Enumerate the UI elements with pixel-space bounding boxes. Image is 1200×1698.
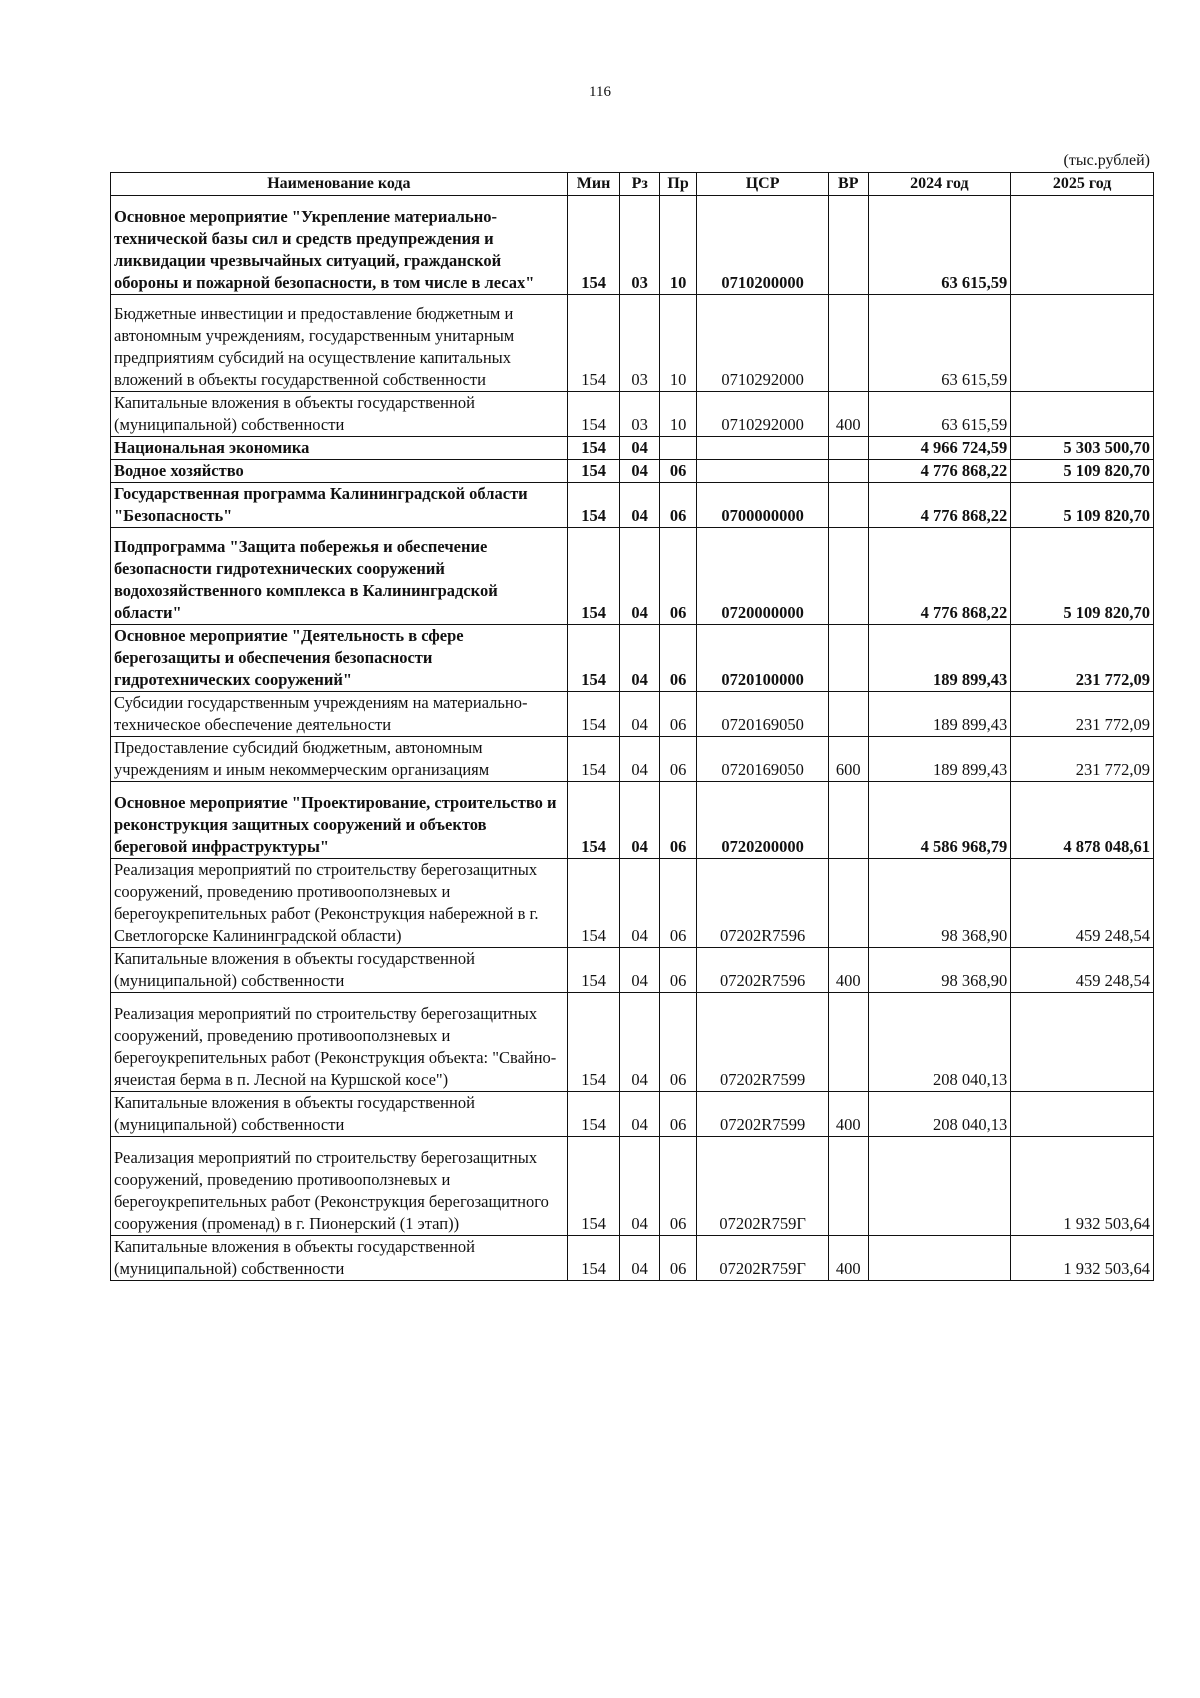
cell-min: 154 bbox=[567, 295, 620, 392]
cell-name: Капитальные вложения в объекты государственной (муниципальной) собственности bbox=[111, 392, 568, 437]
cell-rz: 04 bbox=[620, 625, 660, 692]
cell-min: 154 bbox=[567, 528, 620, 625]
cell-min: 154 bbox=[567, 392, 620, 437]
cell-y2025: 231 772,09 bbox=[1011, 625, 1154, 692]
cell-min: 154 bbox=[567, 782, 620, 859]
cell-vr: 400 bbox=[828, 392, 868, 437]
cell-pr: 06 bbox=[659, 1092, 696, 1137]
cell-name: Национальная экономика bbox=[111, 437, 568, 460]
table-body bbox=[111, 196, 1154, 1281]
cell-vr bbox=[828, 460, 868, 483]
cell-csr: 07202R759Г bbox=[697, 1137, 829, 1236]
cell-name: Реализация мероприятий по строительству берегозащитных сооружений, проведению противооползневых и берегоукрепительных работ (Реконструкция набережной в г. Светлогорске Калининградской области) bbox=[111, 859, 568, 948]
table-row bbox=[111, 295, 1154, 392]
cell-csr: 07202R7596 bbox=[697, 948, 829, 993]
cell-y2025: 231 772,09 bbox=[1011, 737, 1154, 782]
cell-y2025: 459 248,54 bbox=[1011, 948, 1154, 993]
table-row bbox=[111, 1137, 1154, 1236]
cell-pr: 06 bbox=[659, 460, 696, 483]
cell-csr: 0720169050 bbox=[697, 692, 829, 737]
table-row bbox=[111, 993, 1154, 1092]
cell-min: 154 bbox=[567, 737, 620, 782]
cell-pr: 06 bbox=[659, 1236, 696, 1281]
cell-min: 154 bbox=[567, 692, 620, 737]
cell-pr: 06 bbox=[659, 948, 696, 993]
cell-pr: 06 bbox=[659, 782, 696, 859]
units-label: (тыс.рублей) bbox=[1063, 152, 1150, 169]
cell-vr bbox=[828, 295, 868, 392]
cell-pr: 06 bbox=[659, 528, 696, 625]
cell-name: Реализация мероприятий по строительству берегозащитных сооружений, проведению противооползневых и берегоукрепительных работ (Реконструкция берегозащитного сооружения (променад) в г. Пионерский (1 этап)) bbox=[111, 1137, 568, 1236]
header-pr: Пр bbox=[659, 173, 696, 196]
cell-y2024: 189 899,43 bbox=[868, 692, 1011, 737]
cell-vr bbox=[828, 528, 868, 625]
cell-vr: 600 bbox=[828, 737, 868, 782]
cell-y2025: 5 303 500,70 bbox=[1011, 437, 1154, 460]
cell-name: Основное мероприятие "Укрепление материально-технической базы сил и средств предупреждения и ликвидации чрезвычайных ситуаций, гражданской обороны и пожарной безопасности, в том числе в лесах" bbox=[111, 196, 568, 295]
page-number: 116 bbox=[589, 84, 611, 100]
cell-pr: 06 bbox=[659, 993, 696, 1092]
cell-csr bbox=[697, 437, 829, 460]
cell-min: 154 bbox=[567, 625, 620, 692]
cell-pr: 06 bbox=[659, 1137, 696, 1236]
cell-rz: 04 bbox=[620, 1236, 660, 1281]
cell-y2024: 189 899,43 bbox=[868, 737, 1011, 782]
cell-min: 154 bbox=[567, 948, 620, 993]
cell-y2024: 4 966 724,59 bbox=[868, 437, 1011, 460]
cell-y2024: 4 776 868,22 bbox=[868, 483, 1011, 528]
cell-rz: 04 bbox=[620, 437, 660, 460]
header-2025: 2025 год bbox=[1011, 173, 1154, 196]
cell-y2025: 1 932 503,64 bbox=[1011, 1137, 1154, 1236]
cell-y2025: 5 109 820,70 bbox=[1011, 528, 1154, 625]
cell-pr: 06 bbox=[659, 625, 696, 692]
cell-y2024 bbox=[868, 1236, 1011, 1281]
table-row bbox=[111, 948, 1154, 993]
cell-rz: 04 bbox=[620, 483, 660, 528]
cell-vr: 400 bbox=[828, 1092, 868, 1137]
table-row bbox=[111, 392, 1154, 437]
cell-y2024: 4 586 968,79 bbox=[868, 782, 1011, 859]
cell-y2025: 459 248,54 bbox=[1011, 859, 1154, 948]
cell-name: Основное мероприятие "Деятельность в сфере берегозащиты и обеспечения безопасности гидротехнических сооружений" bbox=[111, 625, 568, 692]
cell-y2025: 5 109 820,70 bbox=[1011, 483, 1154, 528]
cell-rz: 04 bbox=[620, 948, 660, 993]
table-header-row bbox=[111, 173, 1154, 196]
cell-rz: 04 bbox=[620, 737, 660, 782]
table-row bbox=[111, 196, 1154, 295]
cell-csr: 07202R7599 bbox=[697, 1092, 829, 1137]
cell-pr bbox=[659, 437, 696, 460]
cell-y2025 bbox=[1011, 295, 1154, 392]
cell-csr: 0700000000 bbox=[697, 483, 829, 528]
header-min: Мин bbox=[567, 173, 620, 196]
budget-table bbox=[110, 172, 1154, 1281]
cell-y2024: 98 368,90 bbox=[868, 859, 1011, 948]
cell-y2024: 63 615,59 bbox=[868, 392, 1011, 437]
cell-csr: 0710292000 bbox=[697, 295, 829, 392]
cell-vr bbox=[828, 437, 868, 460]
cell-y2025: 231 772,09 bbox=[1011, 692, 1154, 737]
cell-rz: 03 bbox=[620, 295, 660, 392]
header-name: Наименование кода bbox=[111, 173, 568, 196]
cell-csr: 0720169050 bbox=[697, 737, 829, 782]
cell-csr: 07202R759Г bbox=[697, 1236, 829, 1281]
table-row bbox=[111, 737, 1154, 782]
cell-csr: 07202R7599 bbox=[697, 993, 829, 1092]
cell-csr: 0710292000 bbox=[697, 392, 829, 437]
cell-name: Основное мероприятие "Проектирование, строительство и реконструкция защитных сооружений и объектов береговой инфраструктуры" bbox=[111, 782, 568, 859]
header-vr: ВР bbox=[828, 173, 868, 196]
cell-y2024: 63 615,59 bbox=[868, 295, 1011, 392]
table-row bbox=[111, 437, 1154, 460]
cell-vr: 400 bbox=[828, 948, 868, 993]
table-row bbox=[111, 1236, 1154, 1281]
cell-rz: 04 bbox=[620, 692, 660, 737]
cell-vr bbox=[828, 1137, 868, 1236]
table-row bbox=[111, 483, 1154, 528]
cell-name: Субсидии государственным учреждениям на материально-техническое обеспечение деятельности bbox=[111, 692, 568, 737]
cell-vr bbox=[828, 993, 868, 1092]
cell-y2024: 208 040,13 bbox=[868, 1092, 1011, 1137]
table-row bbox=[111, 460, 1154, 483]
cell-csr: 07202R7596 bbox=[697, 859, 829, 948]
cell-rz: 03 bbox=[620, 392, 660, 437]
cell-y2024: 208 040,13 bbox=[868, 993, 1011, 1092]
header-2024: 2024 год bbox=[868, 173, 1011, 196]
cell-name: Предоставление субсидий бюджетным, автономным учреждениям и иным некоммерческим организациям bbox=[111, 737, 568, 782]
header-csr: ЦСР bbox=[697, 173, 829, 196]
cell-csr: 0720100000 bbox=[697, 625, 829, 692]
cell-y2025: 1 932 503,64 bbox=[1011, 1236, 1154, 1281]
cell-y2025 bbox=[1011, 1092, 1154, 1137]
cell-rz: 04 bbox=[620, 993, 660, 1092]
table-row bbox=[111, 692, 1154, 737]
cell-min: 154 bbox=[567, 859, 620, 948]
cell-rz: 04 bbox=[620, 1092, 660, 1137]
cell-min: 154 bbox=[567, 1236, 620, 1281]
cell-rz: 04 bbox=[620, 782, 660, 859]
cell-vr bbox=[828, 196, 868, 295]
cell-pr: 06 bbox=[659, 483, 696, 528]
cell-min: 154 bbox=[567, 437, 620, 460]
cell-y2025 bbox=[1011, 392, 1154, 437]
cell-y2025 bbox=[1011, 196, 1154, 295]
cell-vr bbox=[828, 859, 868, 948]
cell-y2024: 189 899,43 bbox=[868, 625, 1011, 692]
cell-rz: 04 bbox=[620, 528, 660, 625]
cell-vr bbox=[828, 483, 868, 528]
cell-pr: 10 bbox=[659, 196, 696, 295]
cell-pr: 06 bbox=[659, 692, 696, 737]
cell-csr: 0720200000 bbox=[697, 782, 829, 859]
cell-csr: 0710200000 bbox=[697, 196, 829, 295]
cell-min: 154 bbox=[567, 483, 620, 528]
cell-name: Капитальные вложения в объекты государственной (муниципальной) собственности bbox=[111, 1236, 568, 1281]
cell-min: 154 bbox=[567, 993, 620, 1092]
cell-y2024 bbox=[868, 1137, 1011, 1236]
table-row bbox=[111, 1092, 1154, 1137]
cell-rz: 04 bbox=[620, 859, 660, 948]
cell-vr: 400 bbox=[828, 1236, 868, 1281]
cell-y2025: 4 878 048,61 bbox=[1011, 782, 1154, 859]
cell-vr bbox=[828, 782, 868, 859]
cell-y2025: 5 109 820,70 bbox=[1011, 460, 1154, 483]
cell-name: Водное хозяйство bbox=[111, 460, 568, 483]
cell-y2024: 4 776 868,22 bbox=[868, 460, 1011, 483]
header-rz: Рз bbox=[620, 173, 660, 196]
cell-name: Капитальные вложения в объекты государственной (муниципальной) собственности bbox=[111, 1092, 568, 1137]
cell-name: Бюджетные инвестиции и предоставление бюджетным и автономным учреждениям, государственным унитарным предприятиям субсидий на осуществление капитальных вложений в объекты государственной собственности bbox=[111, 295, 568, 392]
cell-vr bbox=[828, 692, 868, 737]
table-row bbox=[111, 625, 1154, 692]
cell-csr bbox=[697, 460, 829, 483]
table-row bbox=[111, 528, 1154, 625]
cell-y2024: 4 776 868,22 bbox=[868, 528, 1011, 625]
table-row bbox=[111, 859, 1154, 948]
cell-rz: 04 bbox=[620, 1137, 660, 1236]
cell-min: 154 bbox=[567, 460, 620, 483]
cell-min: 154 bbox=[567, 1137, 620, 1236]
cell-name: Государственная программа Калининградской области "Безопасность" bbox=[111, 483, 568, 528]
cell-name: Капитальные вложения в объекты государственной (муниципальной) собственности bbox=[111, 948, 568, 993]
cell-rz: 04 bbox=[620, 460, 660, 483]
cell-pr: 06 bbox=[659, 859, 696, 948]
cell-pr: 10 bbox=[659, 295, 696, 392]
cell-csr: 0720000000 bbox=[697, 528, 829, 625]
cell-min: 154 bbox=[567, 196, 620, 295]
cell-rz: 03 bbox=[620, 196, 660, 295]
cell-name: Реализация мероприятий по строительству берегозащитных сооружений, проведению противооползневых и берегоукрепительных работ (Реконструкция объекта: "Свайно-ячеистая берма в п. Лесной на Куршской косе") bbox=[111, 993, 568, 1092]
cell-y2024: 98 368,90 bbox=[868, 948, 1011, 993]
cell-pr: 06 bbox=[659, 737, 696, 782]
table-row bbox=[111, 782, 1154, 859]
cell-y2024: 63 615,59 bbox=[868, 196, 1011, 295]
cell-vr bbox=[828, 625, 868, 692]
cell-name: Подпрограмма "Защита побережья и обеспечение безопасности гидротехнических сооружений водохозяйственного комплекса в Калининградской области" bbox=[111, 528, 568, 625]
cell-min: 154 bbox=[567, 1092, 620, 1137]
cell-y2025 bbox=[1011, 993, 1154, 1092]
cell-pr: 10 bbox=[659, 392, 696, 437]
